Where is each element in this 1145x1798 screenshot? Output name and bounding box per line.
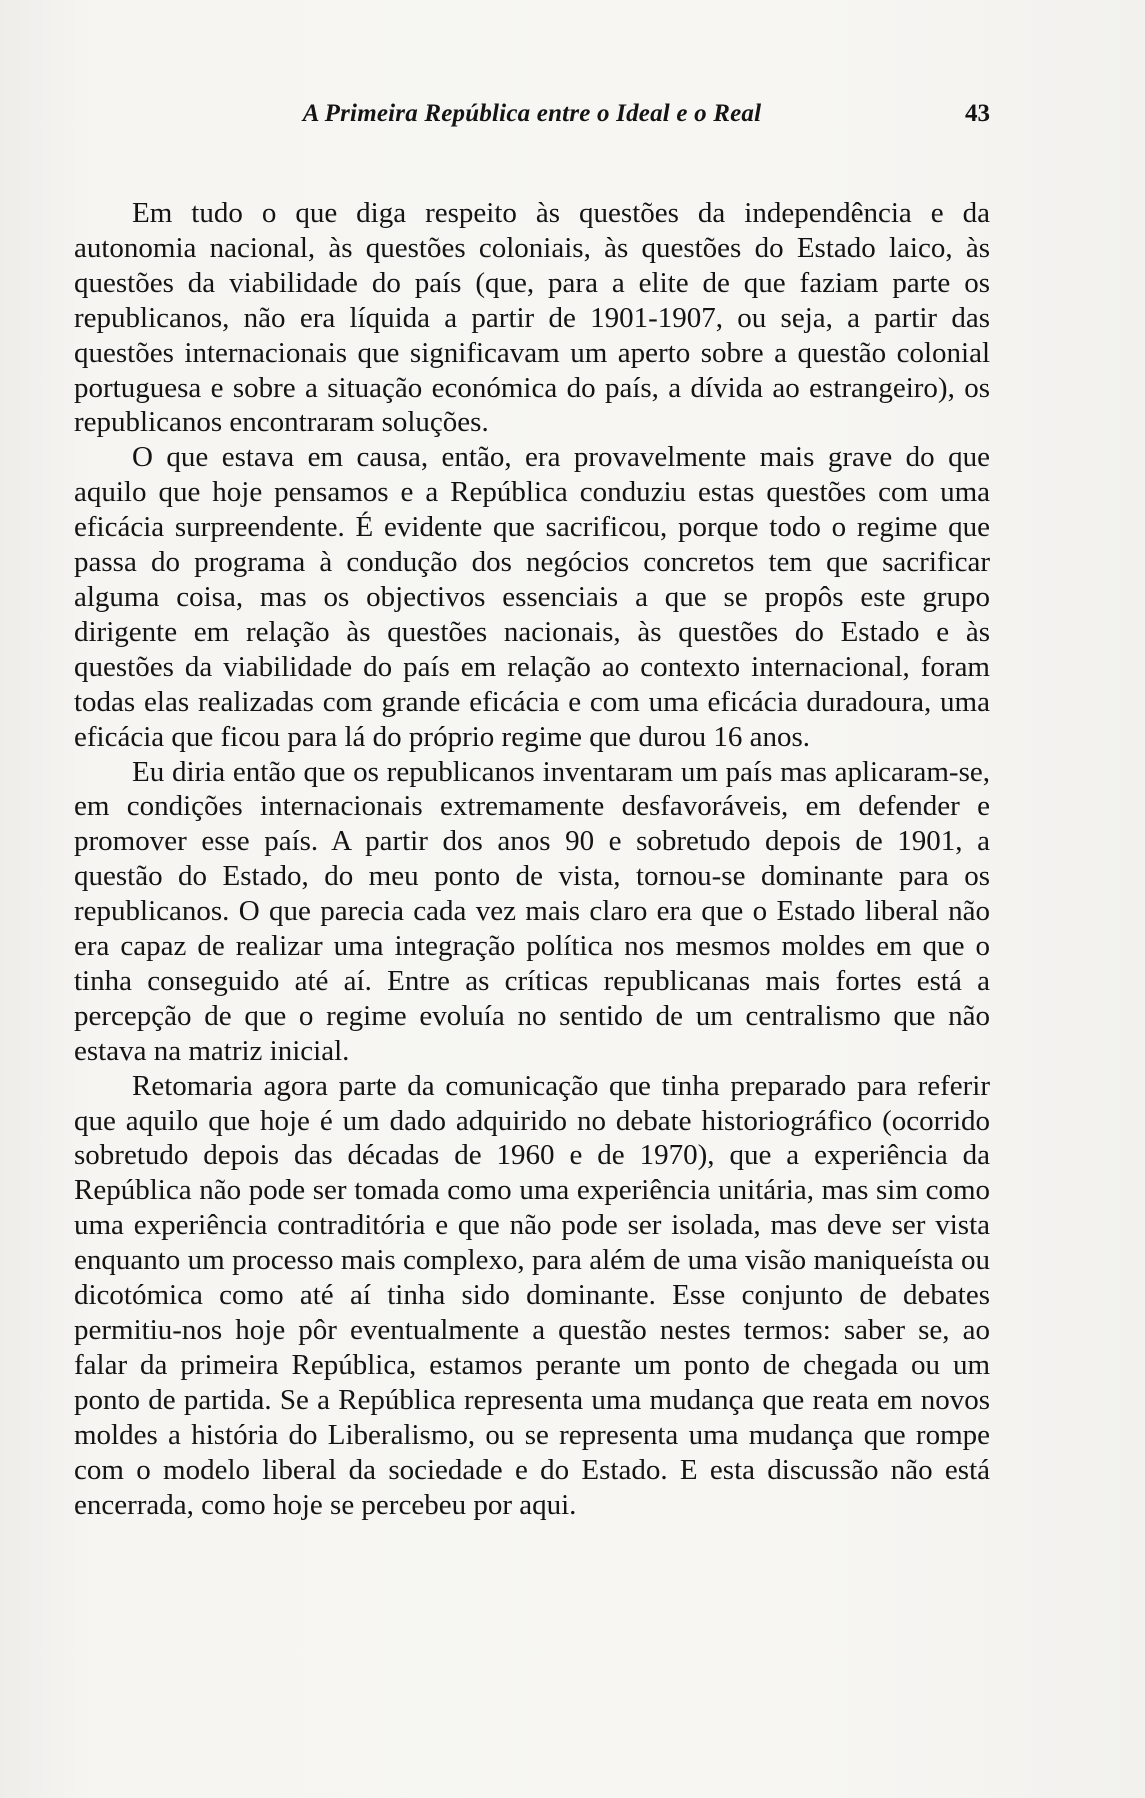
page-number: 43 [965,100,990,127]
paragraph-1: Em tudo o que diga respeito às questões da independência e da autonomia nacional, às questões coloniais, às questões do Estado laico, às questões da viabilidade do país (que, para a elite de que faziam parte os republicanos, não era líquida a partir de 1901-1907, ou seja, a partir das questões internacionais que significavam um aperto sobre a questão colonial portuguesa e sobre a situação económica do país, a dívida ao estrangeiro), os republicanos encontraram soluções. [74,197,990,439]
paragraph-2: O que estava em causa, então, era provavelmente mais grave do que aquilo que hoje pensamos e a República conduziu estas questões com uma eficácia surpreendente. É evidente que sacrificou, porque todo o regime que passa do programa à condução dos negócios concretos tem que sacrificar alguma coisa, mas os objectivos essenciais a que se propôs este grupo dirigente em relação às questões nacionais, às questões do Estado e às questões da viabilidade do país em relação ao contexto internacional, foram todas elas realizadas com grande eficácia e com uma eficácia duradoura, uma eficácia que ficou para lá do próprio regime que durou 16 anos. [74,441,990,753]
paragraph-4: Retomaria agora parte da comunicação que tinha preparado para referir que aquilo que hoje é um dado adquirido no debate historiográfico (ocorrido sobretudo depois das décadas de 1960 e de 1970), que a experiência da República não pode ser tomada como uma experiência unitária, mas sim como uma experiência contraditória e que não pode ser isolada, mas deve ser vista enquanto um processo mais complexo, para além de uma visão maniqueísta ou dicotómica como até aí tinha sido dominante. Esse conjunto de debates permitiu-nos hoje pôr eventualmente a questão nestes termos: saber se, ao falar da primeira República, estamos perante um ponto de chegada ou um ponto de partida. Se a República representa uma mudança que reata em novos moldes a história do Liberalismo, ou se representa uma mudança que rompe com o modelo liberal da sociedade e do Estado. E esta discussão não está encerrada, como hoje se percebeu por aqui. [74,1069,990,1521]
running-header [74,100,990,140]
paragraph-3: Eu diria então que os republicanos inventaram um país mas aplicaram-se, em condições internacionais extremamente desfavoráveis, em defender e promover esse país. A partir dos anos 90 e sobretudo depois de 1901, a questão do Estado, do meu ponto de vista, tornou-se dominante para os republicanos. O que parecia cada vez mais claro era que o Estado liberal não era capaz de realizar uma integração política nos mesmos moldes em que o tinha conseguido até aí. Entre as críticas republicanas mais fortes está a percepção de que o regime evoluía no sentido de um centralismo que não estava na matriz inicial. [74,755,990,1067]
body-text [74,196,990,1522]
running-title: A Primeira República entre o Ideal e o Real [302,100,762,127]
